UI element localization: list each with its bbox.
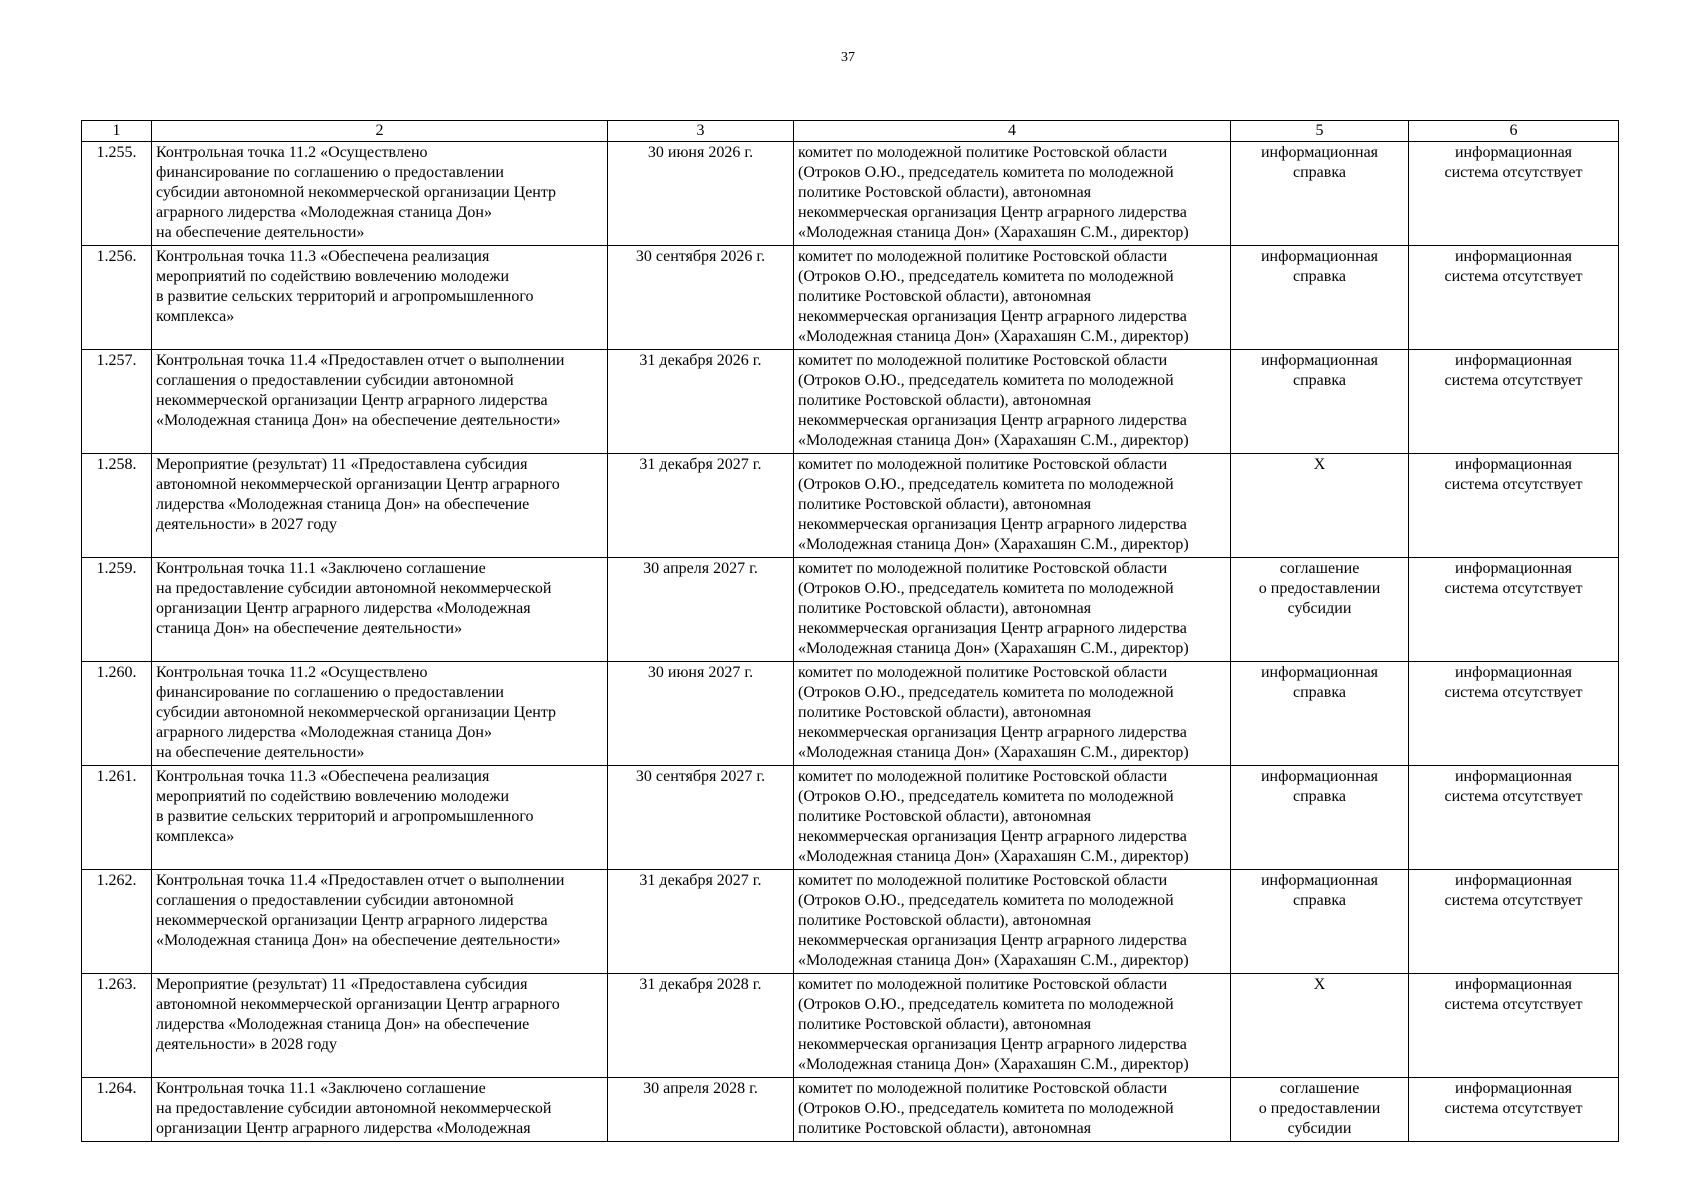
row-responsible: комитет по молодежной политике Ростовской области (Отроков О.Ю., председатель комитета по молодежной политике Ростовской области), автономная некоммерческая организация Центр аграрного лидерства «Молодежная станица Дон» (Харахашян С.М., директор) — [794, 766, 1231, 870]
row-document: соглашение о предоставлении субсидии — [1231, 558, 1409, 662]
row-system: информационная система отсутствует — [1409, 974, 1619, 1078]
row-description: Контрольная точка 11.2 «Осуществлено финансирование по соглашению о предоставлении субсидии автономной некоммерческой организации Центр аграрного лидерства «Молодежная станица Дон» на обеспечение деятельности» — [152, 662, 608, 766]
row-system: информационная система отсутствует — [1409, 1078, 1619, 1142]
row-number: 1.262. — [82, 870, 152, 974]
table-row — [82, 974, 1619, 1078]
row-description: Контрольная точка 11.3 «Обеспечена реализация мероприятий по содействию вовлечению молодежи в развитие сельских территорий и агропромышленного комплекса» — [152, 766, 608, 870]
table-row — [82, 454, 1619, 558]
row-deadline: 31 декабря 2027 г. — [608, 870, 794, 974]
header-col-6: 6 — [1409, 121, 1619, 142]
row-document: X — [1231, 454, 1409, 558]
row-deadline: 30 сентября 2027 г. — [608, 766, 794, 870]
row-number: 1.259. — [82, 558, 152, 662]
header-col-4: 4 — [794, 121, 1231, 142]
row-document: соглашение о предоставлении субсидии — [1231, 1078, 1409, 1142]
row-description: Контрольная точка 11.1 «Заключено соглашение на предоставление субсидии автономной некоммерческой организации Центр аграрного лидерства «Молодежная станица Дон» на обеспечение деятельности» — [152, 558, 608, 662]
table-row — [82, 1078, 1619, 1142]
row-document: информационная справка — [1231, 350, 1409, 454]
row-deadline: 30 апреля 2028 г. — [608, 1078, 794, 1142]
row-number: 1.263. — [82, 974, 152, 1078]
row-document: информационная справка — [1231, 142, 1409, 246]
row-description: Контрольная точка 11.4 «Предоставлен отчет о выполнении соглашения о предоставлении субсидии автономной некоммерческой организации Центр аграрного лидерства «Молодежная станица Дон» на обеспечение деятельности» — [152, 870, 608, 974]
row-document: информационная справка — [1231, 870, 1409, 974]
table-row — [82, 142, 1619, 246]
row-system: информационная система отсутствует — [1409, 142, 1619, 246]
row-system: информационная система отсутствует — [1409, 558, 1619, 662]
row-responsible: комитет по молодежной политике Ростовской области (Отроков О.Ю., председатель комитета по молодежной политике Ростовской области), автономная некоммерческая организация Центр аграрного лидерства «Молодежная станица Дон» (Харахашян С.М., директор) — [794, 662, 1231, 766]
row-description: Мероприятие (результат) 11 «Предоставлена субсидия автономной некоммерческой организации Центр аграрного лидерства «Молодежная станица Дон» на обеспечение деятельности» в 2027 году — [152, 454, 608, 558]
row-document: X — [1231, 974, 1409, 1078]
header-col-3: 3 — [608, 121, 794, 142]
table-row — [82, 662, 1619, 766]
table-row — [82, 766, 1619, 870]
row-system: информационная система отсутствует — [1409, 350, 1619, 454]
row-description: Контрольная точка 11.3 «Обеспечена реализация мероприятий по содействию вовлечению молодежи в развитие сельских территорий и агропромышленного комплекса» — [152, 246, 608, 350]
table-row — [82, 350, 1619, 454]
header-col-1: 1 — [82, 121, 152, 142]
table-row — [82, 870, 1619, 974]
header-col-5: 5 — [1231, 121, 1409, 142]
row-number: 1.255. — [82, 142, 152, 246]
row-document: информационная справка — [1231, 246, 1409, 350]
row-description: Контрольная точка 11.1 «Заключено соглашение на предоставление субсидии автономной некоммерческой организации Центр аграрного лидерства «Молодежная — [152, 1078, 608, 1142]
row-responsible: комитет по молодежной политике Ростовской области (Отроков О.Ю., председатель комитета по молодежной политике Ростовской области), автономная некоммерческая организация Центр аграрного лидерства «Молодежная станица Дон» (Харахашян С.М., директор) — [794, 350, 1231, 454]
table-body — [82, 142, 1619, 1142]
row-document: информационная справка — [1231, 662, 1409, 766]
row-deadline: 31 декабря 2026 г. — [608, 350, 794, 454]
plan-table — [81, 120, 1619, 1142]
table-row — [82, 558, 1619, 662]
row-number: 1.258. — [82, 454, 152, 558]
row-document: информационная справка — [1231, 766, 1409, 870]
row-description: Контрольная точка 11.2 «Осуществлено финансирование по соглашению о предоставлении субсидии автономной некоммерческой организации Центр аграрного лидерства «Молодежная станица Дон» на обеспечение деятельности» — [152, 142, 608, 246]
row-number: 1.260. — [82, 662, 152, 766]
row-system: информационная система отсутствует — [1409, 870, 1619, 974]
row-deadline: 30 апреля 2027 г. — [608, 558, 794, 662]
row-number: 1.257. — [82, 350, 152, 454]
page-number: 37 — [841, 50, 855, 65]
row-deadline: 31 декабря 2028 г. — [608, 974, 794, 1078]
row-responsible: комитет по молодежной политике Ростовской области (Отроков О.Ю., председатель комитета по молодежной политике Ростовской области), автономная некоммерческая организация Центр аграрного лидерства «Молодежная станица Дон» (Харахашян С.М., директор) — [794, 974, 1231, 1078]
row-system: информационная система отсутствует — [1409, 246, 1619, 350]
row-description: Мероприятие (результат) 11 «Предоставлена субсидия автономной некоммерческой организации Центр аграрного лидерства «Молодежная станица Дон» на обеспечение деятельности» в 2028 году — [152, 974, 608, 1078]
row-responsible: комитет по молодежной политике Ростовской области (Отроков О.Ю., председатель комитета по молодежной политике Ростовской области), автономная некоммерческая организация Центр аграрного лидерства «Молодежная станица Дон» (Харахашян С.М., директор) — [794, 142, 1231, 246]
row-responsible: комитет по молодежной политике Ростовской области (Отроков О.Ю., председатель комитета по молодежной политике Ростовской области), автономная — [794, 1078, 1231, 1142]
row-system: информационная система отсутствует — [1409, 454, 1619, 558]
row-description: Контрольная точка 11.4 «Предоставлен отчет о выполнении соглашения о предоставлении субсидии автономной некоммерческой организации Центр аграрного лидерства «Молодежная станица Дон» на обеспечение деятельности» — [152, 350, 608, 454]
row-number: 1.256. — [82, 246, 152, 350]
row-responsible: комитет по молодежной политике Ростовской области (Отроков О.Ю., председатель комитета по молодежной политике Ростовской области), автономная некоммерческая организация Центр аграрного лидерства «Молодежная станица Дон» (Харахашян С.М., директор) — [794, 454, 1231, 558]
row-responsible: комитет по молодежной политике Ростовской области (Отроков О.Ю., председатель комитета по молодежной политике Ростовской области), автономная некоммерческая организация Центр аграрного лидерства «Молодежная станица Дон» (Харахашян С.М., директор) — [794, 870, 1231, 974]
header-row — [82, 121, 1619, 142]
table-row — [82, 246, 1619, 350]
row-deadline: 31 декабря 2027 г. — [608, 454, 794, 558]
table-header — [82, 121, 1619, 142]
row-number: 1.264. — [82, 1078, 152, 1142]
row-number: 1.261. — [82, 766, 152, 870]
row-deadline: 30 сентября 2026 г. — [608, 246, 794, 350]
row-responsible: комитет по молодежной политике Ростовской области (Отроков О.Ю., председатель комитета по молодежной политике Ростовской области), автономная некоммерческая организация Центр аграрного лидерства «Молодежная станица Дон» (Харахашян С.М., директор) — [794, 246, 1231, 350]
row-deadline: 30 июня 2026 г. — [608, 142, 794, 246]
row-system: информационная система отсутствует — [1409, 766, 1619, 870]
row-deadline: 30 июня 2027 г. — [608, 662, 794, 766]
row-system: информационная система отсутствует — [1409, 662, 1619, 766]
row-responsible: комитет по молодежной политике Ростовской области (Отроков О.Ю., председатель комитета по молодежной политике Ростовской области), автономная некоммерческая организация Центр аграрного лидерства «Молодежная станица Дон» (Харахашян С.М., директор) — [794, 558, 1231, 662]
header-col-2: 2 — [152, 121, 608, 142]
